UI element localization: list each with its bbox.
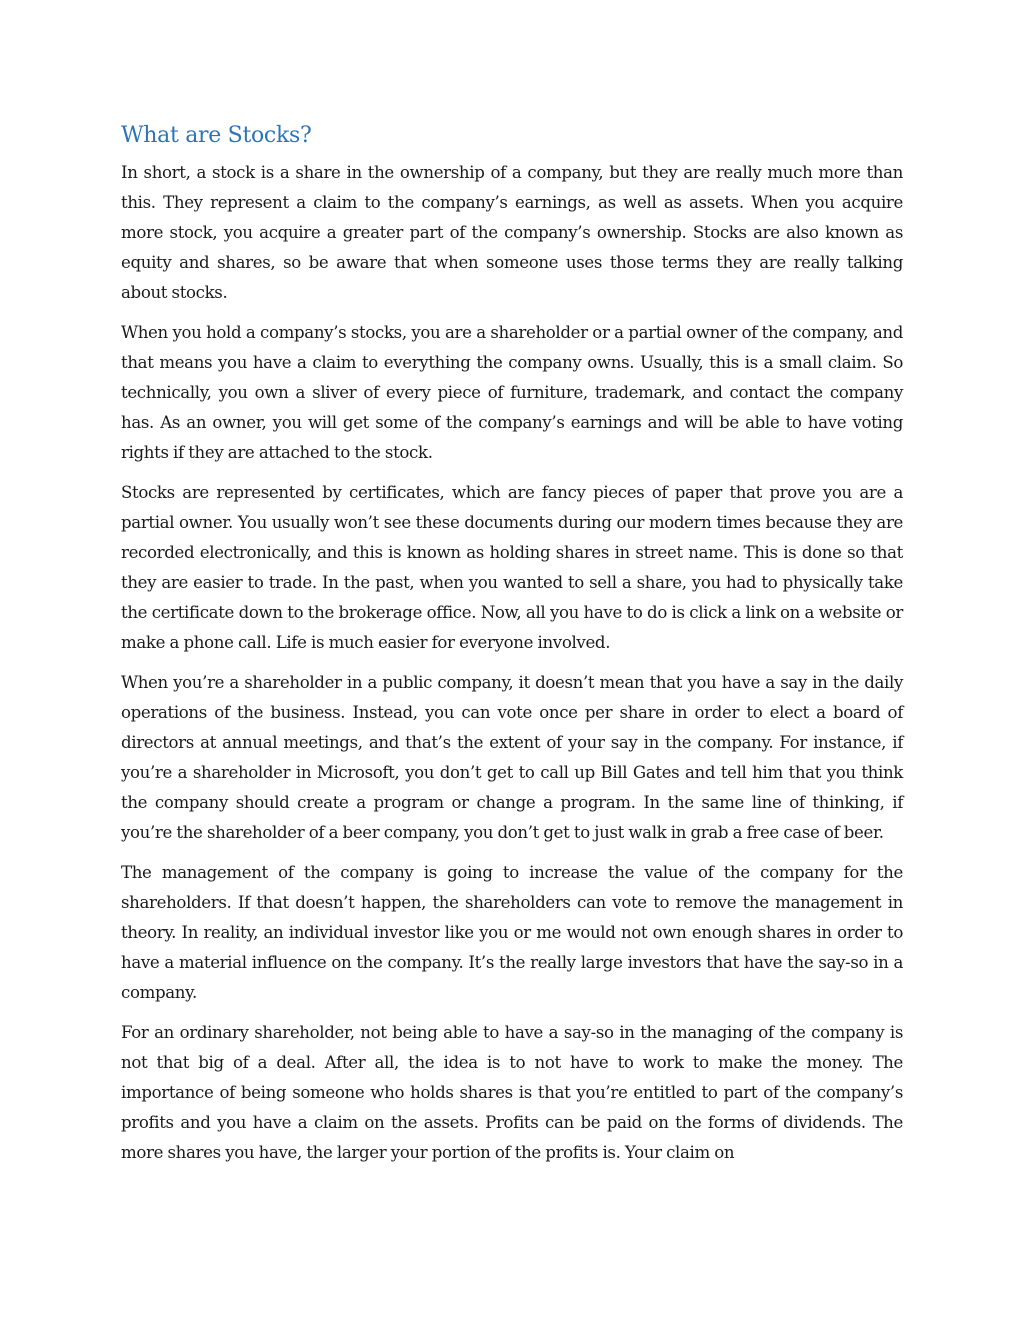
paragraph-3: Stocks are represented by certificates, which are fancy pieces of paper that prove you are a partial owner. You usually won’t see these documents during our modern times because they are recorded electronically, and this is known as holding shares in street name. This is done so that they are easier to trade. In the past, when you wanted to sell a share, you had to physically take the certificate down to the brokerage office. Now, all you have to do is click a link on a website or make a phone call. Life is much easier for everyone involved. [121, 483, 903, 652]
paragraph-2: When you hold a company’s stocks, you are a shareholder or a partial owner of the company, and that means you have a claim to everything the company owns. Usually, this is a small claim. So technically, you own a sliver of every piece of furniture, trademark, and contact the company has. As an owner, you will get some of the company’s earnings and will be able to have voting rights if they are attached to the stock. [121, 323, 903, 462]
section-heading: What are Stocks? [121, 123, 312, 148]
paragraph-5: The management of the company is going to increase the value of the company for the shareholders. If that doesn’t happen, the shareholders can vote to remove the management in theory. In reality, an individual investor like you or me would not own enough shares in order to have a material influence on the company. It’s the really large investors that have the say-so in a company. [121, 863, 903, 1002]
paragraph-4: When you’re a shareholder in a public company, it doesn’t mean that you have a say in the daily operations of the business. Instead, you can vote once per share in order to elect a board of directors at annual meetings, and that’s the extent of your say in the company. For instance, if you’re a shareholder in Microsoft, you don’t get to call up Bill Gates and tell him that you think the company should create a program or change a program. In the same line of thinking, if you’re the shareholder of a beer company, you don’t get to just walk in grab a free case of beer. [121, 673, 903, 842]
paragraph-6: For an ordinary shareholder, not being able to have a say-so in the managing of the company is not that big of a deal. After all, the idea is to not have to work to make the money. The importance of being someone who holds shares is that you’re entitled to part of the company’s profits and you have a claim on the assets. Profits can be paid on the forms of dividends. The more shares you have, the larger your portion of the profits is. Your claim on [121, 1023, 903, 1162]
document-body [121, 118, 903, 1178]
paragraph-1: In short, a stock is a share in the ownership of a company, but they are really much more than this. They represent a claim to the company’s earnings, as well as assets. When you acquire more stock, you acquire a greater part of the company’s ownership. Stocks are also known as equity and shares, so be aware that when someone uses those terms they are really talking about stocks. [121, 163, 903, 302]
